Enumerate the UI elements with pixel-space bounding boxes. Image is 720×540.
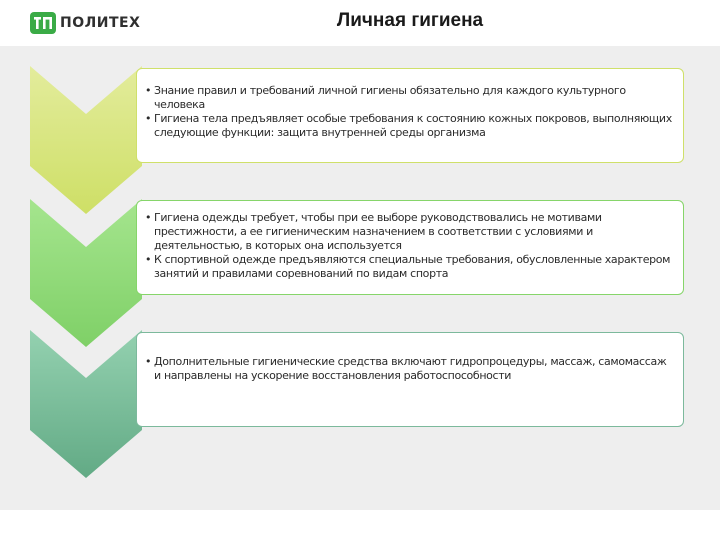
bullet-list-2 xyxy=(145,211,673,281)
chevron-step-2 xyxy=(30,199,142,347)
bullet-item: • Знание правил и требований личной гигиены обязательно для каждого культурного человека xyxy=(145,84,673,112)
bullet-list-3 xyxy=(145,355,673,383)
section-box-3 xyxy=(136,332,684,427)
page-title: Личная гигиена xyxy=(336,10,484,31)
logo[interactable] xyxy=(30,11,140,35)
chevron-step-1 xyxy=(30,66,142,214)
bullet-list-1 xyxy=(145,84,673,140)
politeh-logo-icon xyxy=(30,12,56,34)
bullet-item: • Гигиена одежды требует, чтобы при ее выборе руководствовались не мотивами престижности, а ее гигиеническим назначением в соответствии с условиями и деятельностью, в которых она используется xyxy=(145,211,673,253)
logo-text: ПОЛИТЕХ xyxy=(60,15,141,31)
bullet-item: • К спортивной одежде предъявляются специальные требования, обусловленные характером занятий и правилами соревнований по видам спорта xyxy=(145,253,673,281)
header xyxy=(0,0,720,46)
bullet-item: • Гигиена тела предъявляет особые требования к состоянию кожных покровов, выполняющих следующие функции: защита внутренней среды организма xyxy=(145,112,673,140)
section-box-1 xyxy=(136,68,684,163)
bullet-item: • Дополнительные гигиенические средства включают гидропроцедуры, массаж, самомассаж и направлены на ускорение восстановления работоспособности xyxy=(145,355,673,383)
chevron-step-3 xyxy=(30,330,142,478)
section-box-2 xyxy=(136,200,684,295)
